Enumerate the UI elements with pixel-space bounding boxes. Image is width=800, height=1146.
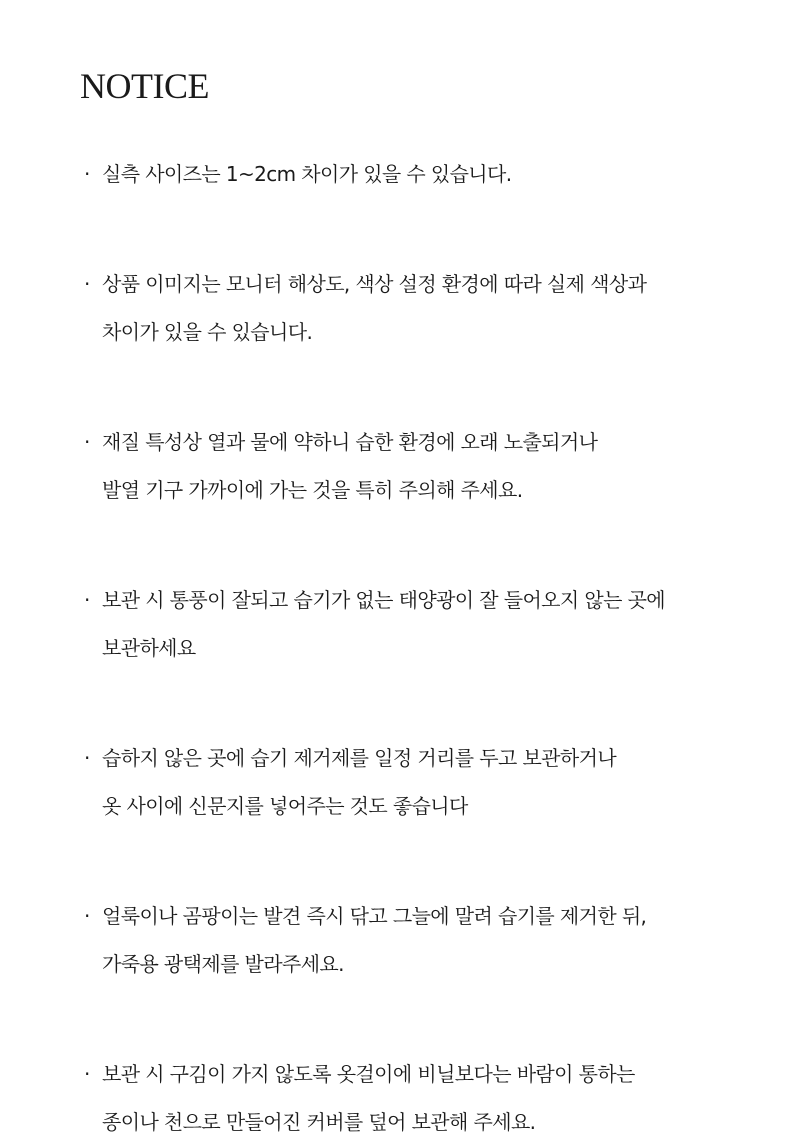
notice-line: 종이나 천으로 만들어진 커버를 덮어 보관해 주세요. <box>102 1110 536 1134</box>
notice-line: 재질 특성상 열과 물에 약하니 습한 환경에 오래 노출되거나 <box>102 430 598 454</box>
notice-text <box>102 1050 635 1146</box>
notice-text <box>102 892 646 988</box>
notice-list <box>84 150 764 1146</box>
notice-line: 옷 사이에 신문지를 넣어주는 것도 좋습니다 <box>102 794 468 818</box>
notice-item <box>84 150 764 198</box>
page-title: NOTICE <box>80 66 209 106</box>
notice-text <box>102 576 665 672</box>
notice-item <box>84 892 764 988</box>
notice-text <box>102 734 616 830</box>
notice-item <box>84 418 764 514</box>
notice-line: 얼룩이나 곰팡이는 발견 즉시 닦고 그늘에 말려 습기를 제거한 뒤, <box>102 904 647 928</box>
bullet-mark: · <box>84 1062 91 1086</box>
notice-line: 보관하세요 <box>102 636 196 660</box>
bullet-mark: · <box>84 904 91 928</box>
bullet-mark: · <box>84 746 91 770</box>
notice-item <box>84 576 764 672</box>
notice-line: 발열 기구 가까이에 가는 것을 특히 주의해 주세요. <box>102 478 523 502</box>
notice-line: 차이가 있을 수 있습니다. <box>102 320 313 344</box>
notice-text <box>102 418 597 514</box>
notice-item <box>84 734 764 830</box>
bullet-mark: · <box>84 588 91 612</box>
notice-item <box>84 260 764 356</box>
notice-line: 보관 시 통풍이 잘되고 습기가 없는 태양광이 잘 들어오지 않는 곳에 <box>102 588 666 612</box>
notice-text <box>102 150 512 198</box>
notice-item <box>84 1050 764 1146</box>
notice-line: 습하지 않은 곳에 습기 제거제를 일정 거리를 두고 보관하거나 <box>102 746 617 770</box>
notice-line: 상품 이미지는 모니터 해상도, 색상 설정 환경에 따라 실제 색상과 <box>102 272 647 296</box>
notice-line: 실측 사이즈는 1~2cm 차이가 있을 수 있습니다. <box>102 162 512 186</box>
bullet-mark: · <box>84 430 91 454</box>
notice-text <box>102 260 646 356</box>
bullet-mark: · <box>84 162 91 186</box>
bullet-mark: · <box>84 272 91 296</box>
notice-line: 보관 시 구김이 가지 않도록 옷걸이에 비닐보다는 바람이 통하는 <box>102 1062 635 1086</box>
notice-line: 가죽용 광택제를 발라주세요. <box>102 952 344 976</box>
